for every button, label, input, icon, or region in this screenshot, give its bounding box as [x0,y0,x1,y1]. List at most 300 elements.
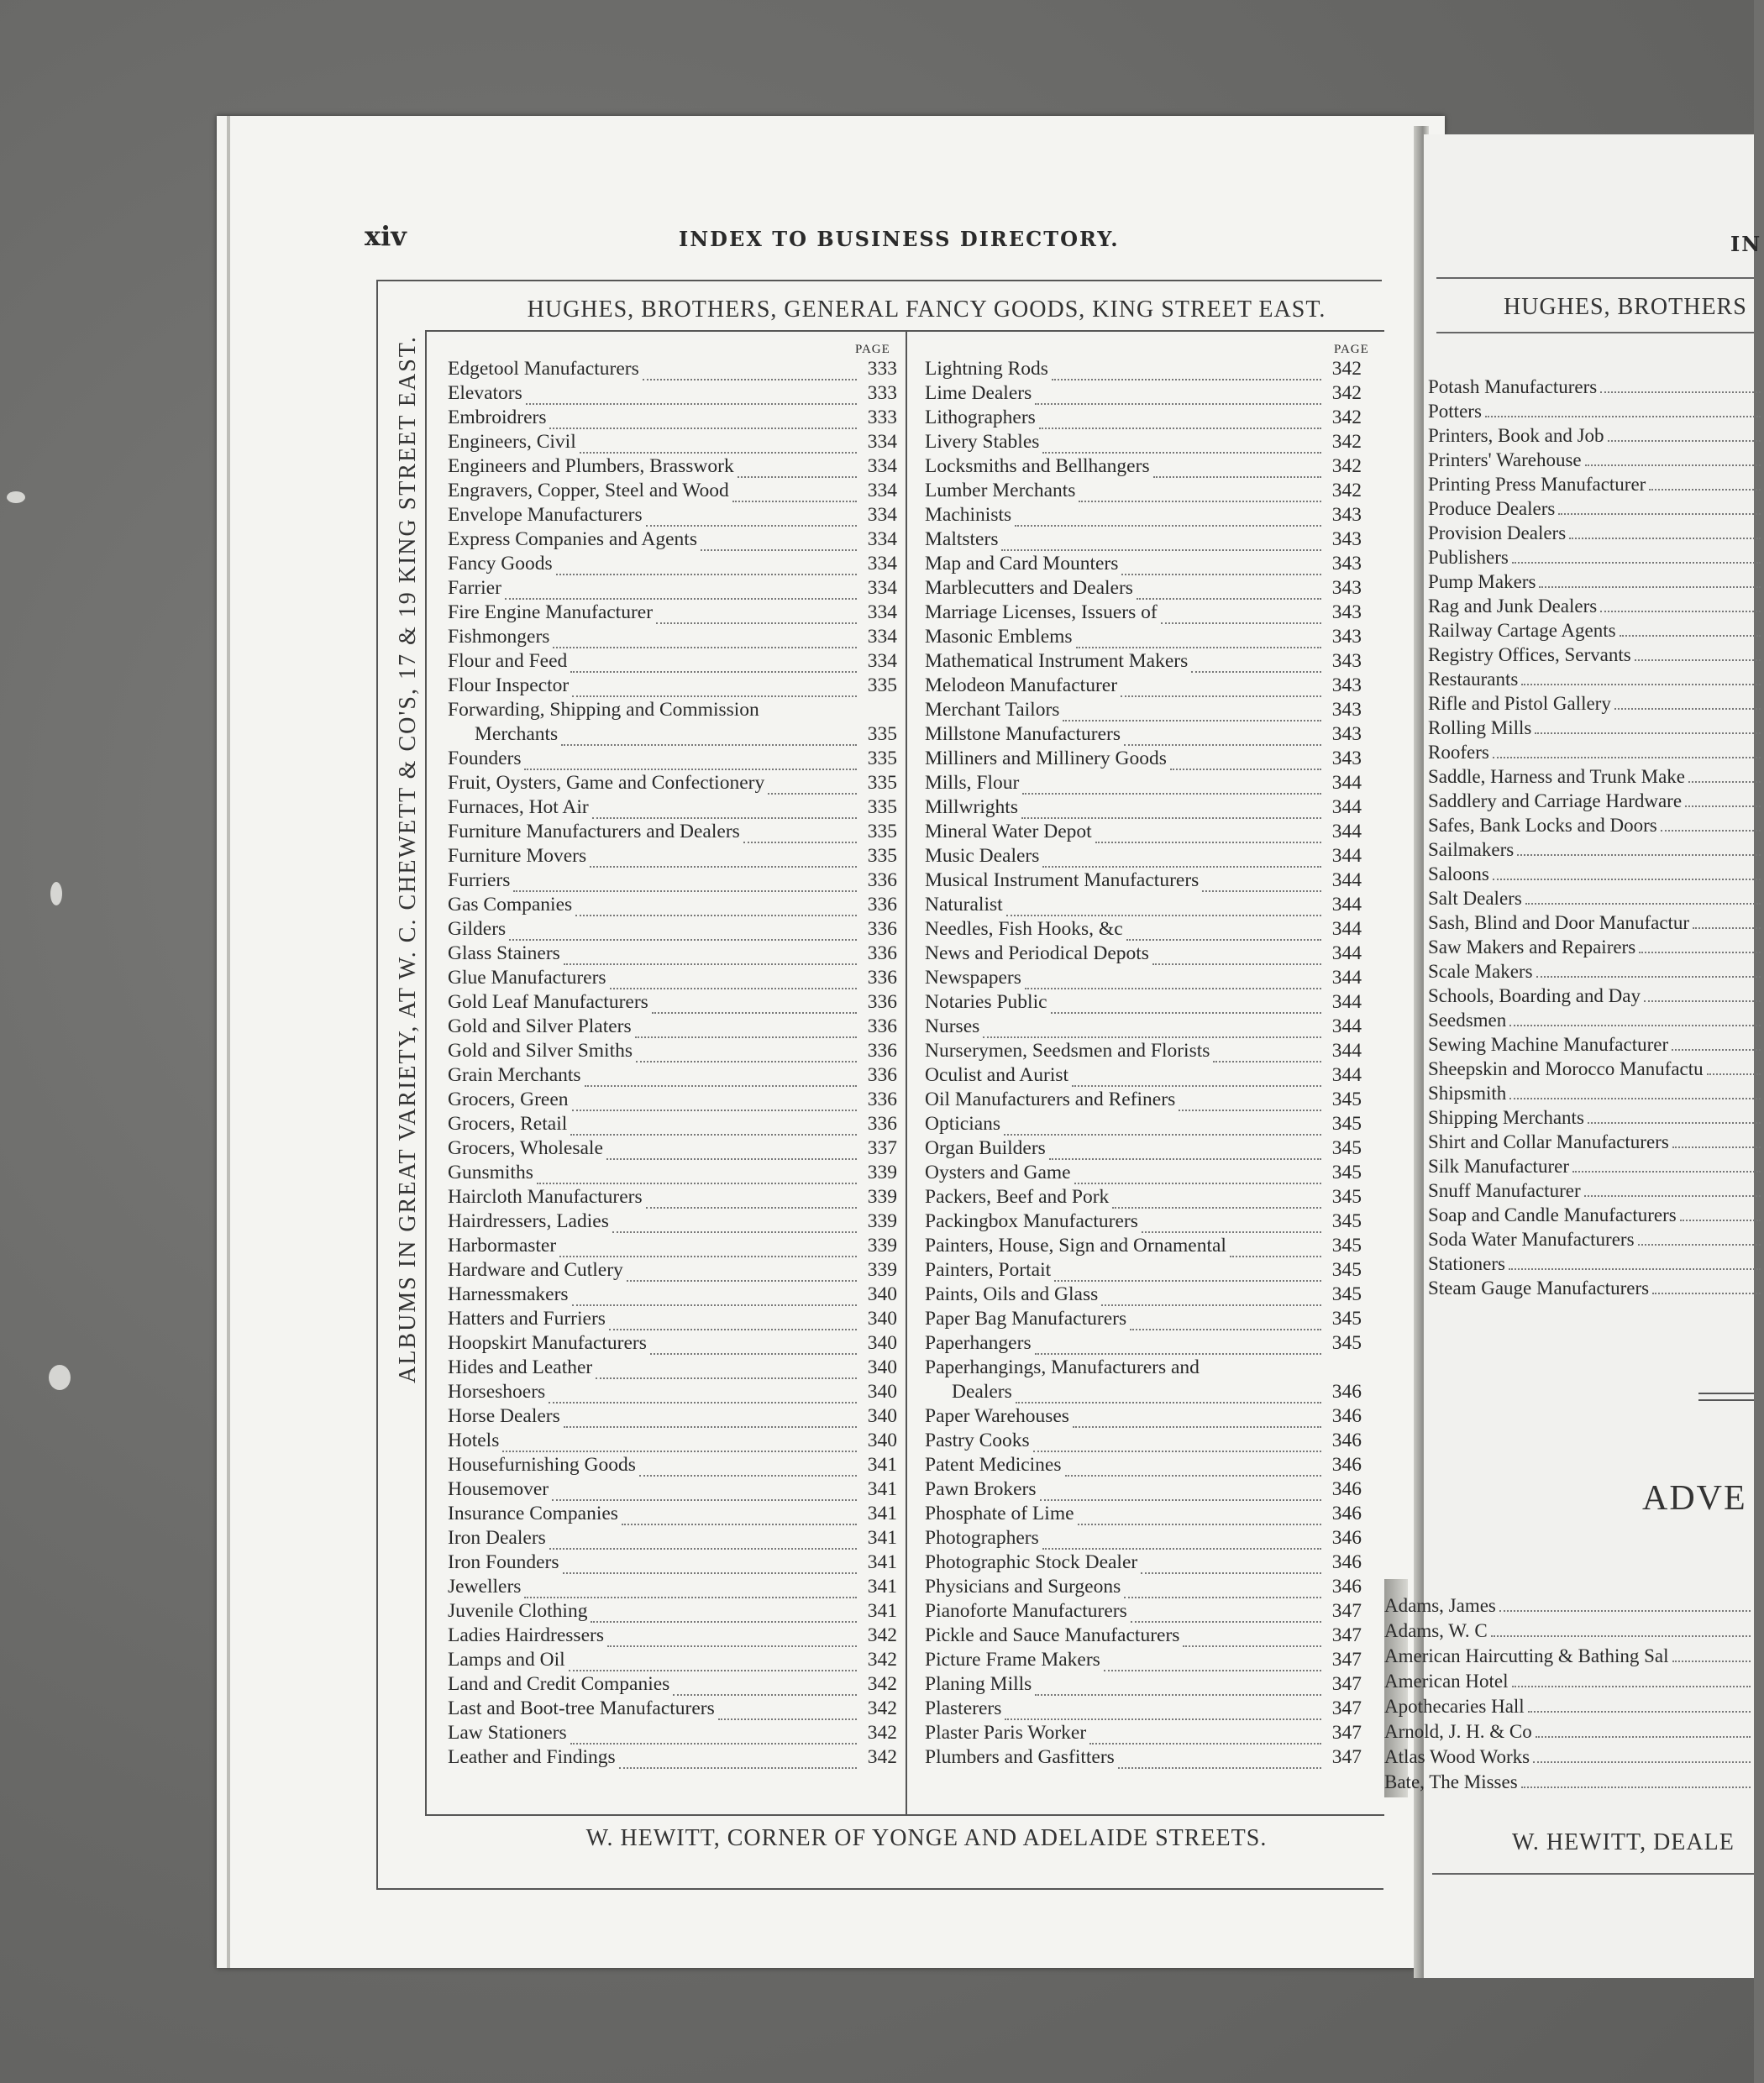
entry-page: 346 [1331,1551,1362,1573]
leader-dots [513,886,857,892]
entry-name: Physicians and Surgeons [925,1576,1121,1598]
index-entry [448,1209,897,1233]
leader-dots [1535,732,1761,734]
entry-page: 339 [867,1210,897,1232]
entry-name: Mills, Flour [925,772,1020,794]
leader-dots [570,1130,857,1136]
entry-page: 336 [867,894,897,916]
entry-name: Potash Manufacturers [1428,376,1598,397]
entry-name: Paper Bag Manufacturers [925,1308,1127,1330]
right-footer-advertisement: W. HEWITT, DEALE [1512,1829,1735,1855]
entry-page: 340 [867,1283,897,1305]
leader-dots [1089,1739,1321,1745]
leader-dots [636,1057,857,1062]
leader-dots [549,1398,857,1404]
index-entry [1428,837,1764,861]
leader-dots [580,448,857,454]
entry-page: 339 [867,1162,897,1183]
entry-name: Photographers [925,1527,1039,1549]
index-entry [925,965,1362,989]
entry-name: Grocers, Retail [448,1113,568,1135]
index-entry [925,454,1362,478]
leader-dots [1685,805,1761,807]
entry-name: American Haircutting & Bathing Sal [1384,1645,1669,1666]
entry-name: Pump Makers [1428,571,1536,592]
index-entry [925,1623,1362,1647]
advertisers-heading: ADVE [1642,1479,1747,1518]
entry-page: 343 [1331,504,1362,526]
entry-name: Sash, Blind and Door Manufactur [1428,912,1690,933]
entry-name: Milliners and Millinery Goods [925,748,1167,769]
entry-page: 335 [867,748,897,769]
entry-name: Fruit, Oysters, Game and Confectionery [448,772,765,794]
entry-page: 334 [867,431,897,453]
entry-name: Juvenile Clothing [448,1600,588,1622]
index-entry [448,673,897,697]
entry-page: 343 [1331,528,1362,550]
entry-page: 334 [867,455,897,477]
index-entry [1428,739,1764,763]
entry-name: Paints, Oils and Glass [925,1283,1099,1305]
entry-name: Potters [1428,401,1482,422]
entry-page: 334 [867,553,897,575]
entry-page: 342 [1331,480,1362,501]
index-entry [1428,1056,1764,1080]
page-number: xiv [365,220,407,252]
entry-page: 340 [867,1356,897,1378]
leader-dots [652,1008,857,1014]
entry-name: Apothecaries Hall [1384,1696,1525,1717]
leader-dots [526,399,857,405]
index-entry [1428,812,1764,837]
entry-page: 345 [1331,1283,1362,1305]
index-entry [925,795,1362,819]
entry-name: Edgetool Manufacturers [448,358,639,380]
index-entry [925,1233,1362,1257]
index-entry [448,1379,897,1404]
entry-page: 343 [1331,626,1362,648]
entry-page: 344 [1331,1015,1362,1037]
index-entry [925,1355,1362,1379]
index-entry [925,1550,1362,1574]
entry-name: Pastry Cooks [925,1430,1030,1451]
entry-name: Marblecutters and Dealers [925,577,1133,599]
index-entry [925,1379,1362,1404]
entry-page: 337 [867,1137,897,1159]
entry-name: Fancy Goods [448,553,553,575]
entry-name: Ladies Hairdressers [448,1624,604,1646]
index-entry [925,1745,1362,1769]
entry-page: 340 [867,1332,897,1354]
entry-name: Gold and Silver Smiths [448,1040,633,1062]
entry-name: Painters, House, Sign and Ornamental [925,1235,1226,1257]
entry-page: 334 [867,528,897,550]
index-entry [448,1550,897,1574]
entry-name: Hotels [448,1430,500,1451]
index-entry [925,1038,1362,1062]
entry-name: Millwrights [925,796,1018,818]
entry-page: 342 [1331,407,1362,428]
entry-name: Housefurnishing Goods [448,1454,636,1476]
entry-name: Opticians [925,1113,1001,1135]
leader-dots [619,1763,857,1769]
entry-page: 345 [1331,1089,1362,1110]
entry-name: Hairdressers, Ladies [448,1210,609,1232]
leader-dots [1118,1763,1321,1769]
leader-dots [1033,1446,1321,1452]
leader-dots [1183,1641,1321,1647]
entry-page: 335 [867,821,897,842]
leader-dots [732,496,857,502]
paper-speck [49,1365,71,1390]
leader-dots [1121,569,1321,575]
entry-name: Oil Manufacturers and Refiners [925,1089,1176,1110]
entry-name: Saddle, Harness and Trunk Make [1428,766,1685,787]
entry-page: 345 [1331,1235,1362,1257]
index-entry [448,1306,897,1330]
leader-dots [1124,1592,1321,1598]
entry-name: Seedsmen [1428,1010,1507,1031]
leader-dots [1161,618,1321,624]
entry-page: 336 [867,918,897,940]
entry-name: Glass Stainers [448,942,560,964]
index-entry [1384,1617,1754,1642]
index-entry [448,697,897,721]
entry-name: Grocers, Green [448,1089,569,1110]
leader-dots [656,618,857,624]
entry-name: Hoopskirt Manufacturers [448,1332,647,1354]
entry-page: 344 [1331,821,1362,842]
leader-dots [569,1666,857,1671]
leader-dots [572,691,857,697]
index-entry [448,1647,897,1671]
index-entry [925,405,1362,429]
entry-name: Saddlery and Carriage Hardware [1428,790,1683,811]
index-entry [925,721,1362,746]
leader-dots [1536,976,1761,978]
index-entry [1384,1768,1754,1793]
entry-name: Sailmakers [1428,839,1515,860]
entry-page: 347 [1331,1697,1362,1719]
index-entry [925,1696,1362,1720]
leader-dots [1035,399,1321,405]
index-entry [1428,1178,1764,1202]
entry-page: 336 [867,1064,897,1086]
index-entry [925,1598,1362,1623]
index-entry [1428,544,1764,569]
index-entry [448,380,897,405]
index-entry [925,1452,1362,1477]
entry-name: Lime Dealers [925,382,1032,404]
leader-dots [1509,1025,1761,1026]
leader-dots [537,1178,857,1184]
index-entry [1428,447,1764,471]
leader-dots [596,1373,857,1379]
leader-dots [1073,1422,1321,1428]
index-entry [448,1745,897,1769]
leader-dots [718,1714,857,1720]
entry-name: Engineers, Civil [448,431,576,453]
entry-page: 342 [1331,431,1362,453]
leader-dots [1584,1195,1761,1197]
entry-name: Packers, Beef and Pork [925,1186,1110,1208]
entry-name: Stationers [1428,1253,1505,1274]
index-entry [1428,1226,1764,1251]
leader-dots [1142,1227,1321,1233]
index-entry [448,746,897,770]
entry-name: Lamps and Oil [448,1649,565,1671]
entry-name: Farrier [448,577,501,599]
entry-name: Harnessmakers [448,1283,569,1305]
entry-name: Glue Manufacturers [448,967,606,989]
leader-dots [768,789,857,795]
entry-page: 334 [867,480,897,501]
entry-name: Fire Engine Manufacturer [448,601,654,623]
index-entry [1428,983,1764,1007]
entry-name: Pianoforte Manufacturers [925,1600,1127,1622]
entry-name: Restaurants [1428,669,1519,690]
index-entry [1428,1007,1764,1031]
index-entry [448,527,897,551]
entry-name: Silk Manufacturer [1428,1156,1569,1177]
entry-name: Engineers and Plumbers, Brasswork [448,455,734,477]
entry-page: 339 [867,1259,897,1281]
entry-name: Bate, The Misses [1384,1771,1518,1792]
leader-dots [1649,489,1761,491]
index-entry [448,1111,897,1136]
entry-name: Sheepskin and Morocco Manufactu [1428,1058,1704,1079]
index-entry [448,1257,897,1282]
entry-page: 344 [1331,845,1362,867]
entry-name: Shirt and Collar Manufacturers [1428,1131,1669,1152]
leader-dots [1035,1349,1321,1355]
leader-dots [1620,635,1761,637]
entry-name: Schools, Boarding and Day [1428,985,1641,1006]
right-rule [1436,332,1754,333]
leader-dots [1039,423,1321,429]
entry-name: Furriers [448,869,511,891]
entry-name: Hides and Leather [448,1356,593,1378]
entry-name: Iron Dealers [448,1527,546,1549]
entry-page: 344 [1331,918,1362,940]
entry-name: Masonic Emblems [925,626,1073,648]
entry-name: Safes, Bank Locks and Doors [1428,815,1657,836]
entry-name: Dealers [952,1381,1012,1403]
index-entry [925,1062,1362,1087]
entry-name: Flour Inspector [448,674,570,696]
entry-page: 335 [867,674,897,696]
index-entry [925,673,1362,697]
entry-name: Gas Companies [448,894,573,916]
entry-name: Paperhangings, Manufacturers and [925,1356,1200,1378]
entry-page: 342 [1331,455,1362,477]
index-entry [925,502,1362,527]
index-entry [448,356,897,380]
leader-dots [1078,1519,1321,1525]
leader-dots [572,1105,857,1111]
entry-name: Horseshoers [448,1381,546,1403]
index-entry [1428,617,1764,642]
leader-dots [1485,416,1761,417]
entry-name: Steam Gauge Manufacturers [1428,1278,1650,1299]
index-entry [1428,1202,1764,1226]
entry-name: Mineral Water Depot [925,821,1092,842]
entry-name: Merchant Tailors [925,699,1060,721]
leader-dots [635,1032,857,1038]
index-entry [925,356,1362,380]
leader-dots [549,1544,857,1550]
leader-dots [1585,464,1761,466]
leader-dots [673,1690,857,1696]
leader-dots [564,1422,857,1428]
entry-page: 345 [1331,1308,1362,1330]
index-entry [448,1671,897,1696]
leader-dots [612,1227,857,1233]
page-column-label: PAGE [855,343,890,356]
entry-name: Soap and Candle Manufacturers [1428,1204,1677,1225]
index-entry [1428,471,1764,496]
index-entry [1428,593,1764,617]
index-column-right [925,356,1362,1769]
index-entry [925,819,1362,843]
section-rule [1698,1393,1754,1394]
entry-page: 333 [867,358,897,380]
entry-name: Livery Stables [925,431,1040,453]
entry-page: 347 [1331,1673,1362,1695]
entry-page: 341 [867,1600,897,1622]
index-entry [925,868,1362,892]
right-running-title: IN [1730,232,1762,256]
entry-page: 334 [867,504,897,526]
entry-page: 335 [867,796,897,818]
leader-dots [1614,708,1761,710]
leader-dots [1672,1049,1761,1051]
index-entry [448,1696,897,1720]
entry-page: 343 [1331,553,1362,575]
index-entry [1384,1743,1754,1768]
leader-dots [627,1276,857,1282]
entry-page: 342 [867,1649,897,1671]
entry-page: 340 [867,1308,897,1330]
index-entry [925,1136,1362,1160]
entry-page: 346 [1331,1503,1362,1524]
index-entry [448,1355,897,1379]
index-entry [448,941,897,965]
index-entry [925,429,1362,454]
entry-name: Lightning Rods [925,358,1048,380]
index-entry [925,1720,1362,1745]
index-entry [925,1501,1362,1525]
entry-page: 333 [867,407,897,428]
index-entry [925,1306,1362,1330]
leader-dots [1153,472,1321,478]
leader-dots [1051,1008,1321,1014]
leader-dots [1672,1661,1751,1662]
entry-name: Railway Cartage Agents [1428,620,1616,641]
entry-name: Haircloth Manufacturers [448,1186,643,1208]
leader-dots [1016,1398,1321,1404]
side-advertisement: ALBUMS IN GREAT VARIETY, AT W. C. CHEWETT & CO'S, 17 & 19 KING STREET EAST. [395,335,421,1383]
leader-dots [591,1617,857,1623]
leader-dots [1707,1073,1761,1075]
entry-name: Founders [448,748,522,769]
entry-page: 335 [867,723,897,745]
leader-dots [1004,1130,1321,1136]
entry-name: Salt Dealers [1428,888,1522,909]
index-entry [925,1184,1362,1209]
leader-dots [1499,1610,1751,1612]
leader-dots [646,1203,857,1209]
entry-name: Publishers [1428,547,1509,568]
index-entry [1428,1031,1764,1056]
entry-page: 343 [1331,577,1362,599]
leader-dots [643,375,857,380]
entry-name: Oysters and Game [925,1162,1071,1183]
index-entry [448,454,897,478]
entry-name: Fishmongers [448,626,550,648]
leader-dots [1521,684,1761,685]
leader-dots [1054,1276,1321,1282]
index-entry [925,1647,1362,1671]
index-entry [448,819,897,843]
entry-name: Planing Mills [925,1673,1032,1695]
index-entry [448,770,897,795]
leader-dots [1600,611,1761,612]
entry-page: 347 [1331,1649,1362,1671]
index-entry [925,892,1362,916]
entry-page: 344 [1331,796,1362,818]
entry-page: 347 [1331,1600,1362,1622]
entry-name: Plaster Paris Worker [925,1722,1087,1744]
entry-name: Machinists [925,504,1012,526]
index-entry [925,916,1362,941]
paper-speck [50,882,62,905]
index-entry [1428,690,1764,715]
index-entry [448,721,897,746]
entry-page: 347 [1331,1722,1362,1744]
leader-dots [1022,789,1321,795]
leader-dots [556,569,857,575]
leader-dots [1512,1686,1751,1687]
leader-dots [1572,1171,1761,1173]
entry-name: Produce Dealers [1428,498,1556,519]
header-advertisement: HUGHES, BROTHERS, GENERAL FANCY GOODS, KING STREET EAST. [527,296,1326,323]
leader-dots [1072,1081,1321,1087]
leader-dots [646,521,857,527]
entry-page: 346 [1331,1405,1362,1427]
leader-dots [1126,935,1321,941]
entry-page: 341 [867,1478,897,1500]
index-entry [448,1038,897,1062]
entry-name: Pickle and Sauce Manufacturers [925,1624,1180,1646]
leader-dots [650,1349,857,1355]
leader-dots [1170,764,1321,770]
leader-dots [1076,643,1321,648]
index-entry [1428,958,1764,983]
leader-dots [609,1325,857,1330]
entry-name: Newspapers [925,967,1021,989]
entry-page: 345 [1331,1113,1362,1135]
leader-dots [1005,1714,1321,1720]
entry-name: Marriage Licenses, Issuers of [925,601,1158,623]
leader-dots [1130,1325,1321,1330]
entry-page: 345 [1331,1332,1362,1354]
entry-page: 334 [867,626,897,648]
leader-dots [564,959,857,965]
entry-name: Envelope Manufacturers [448,504,643,526]
index-entry [925,527,1362,551]
entry-page: 340 [867,1405,897,1427]
